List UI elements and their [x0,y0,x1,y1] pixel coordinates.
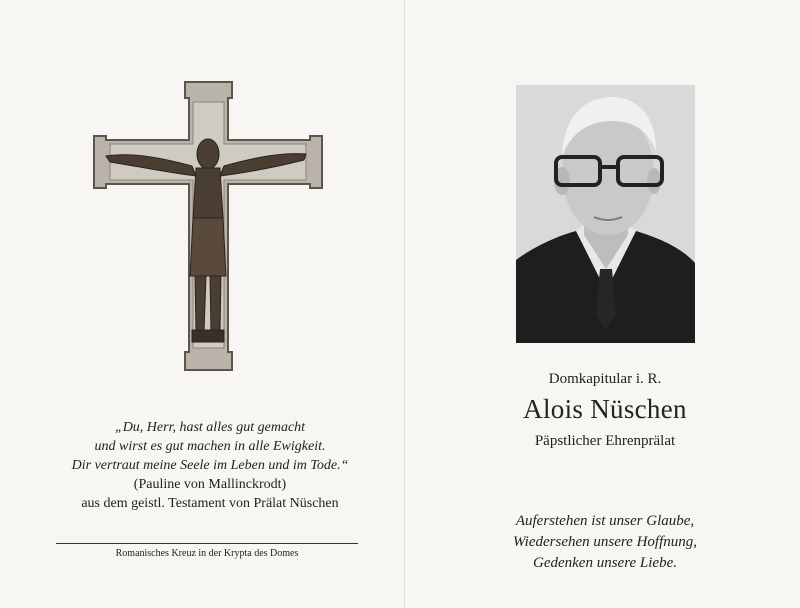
portrait-photo [516,85,695,343]
deceased-honorific: Päpstlicher Ehrenprälat [534,433,676,449]
quote-attribution: (Pauline von Mallinckrodt) [133,477,287,492]
deceased-title: Domkapitular i. R. [548,371,662,387]
quote-source: aus dem geistl. Testament von Prälat Nüschen [81,496,339,511]
deceased-name: Alois Nüschen [523,394,687,424]
quote-line-3: Dir vertraut meine Seele im Leben und im Tode.“ [71,458,349,473]
motto-line-1: Auferstehen ist unser Glaube, [515,513,695,529]
motto-line-2: Wiedersehen unsere Hoffnung, [513,534,697,550]
motto-line-3: Gedenken unsere Liebe. [533,555,677,571]
crucifix-image [92,80,324,372]
quote-block [40,418,380,513]
image-caption: Romanisches Kreuz in der Krypta des Domes [115,548,299,559]
quote-line-2: und wirst es gut machen in alle Ewigkeit. [94,439,326,454]
quote-line-1: „Du, Herr, hast alles gut gemacht [114,420,306,435]
motto-block [460,511,750,574]
caption-divider [56,543,358,544]
